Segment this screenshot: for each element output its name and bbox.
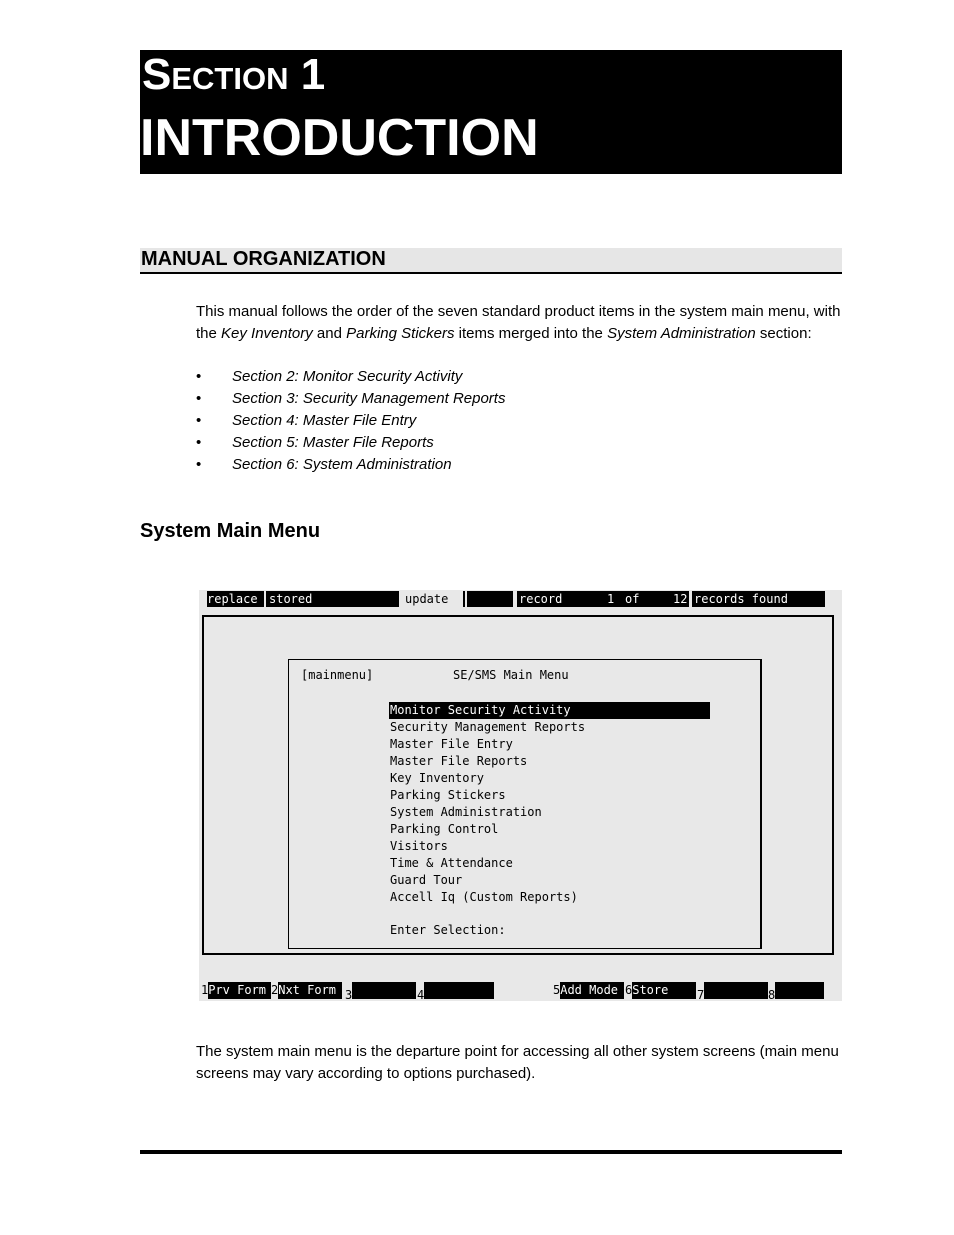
menu-item-system-administration[interactable]: System Administration <box>390 805 542 819</box>
fkey-num: 7 <box>697 988 705 1002</box>
status-total: 12 <box>673 592 688 606</box>
list-item-text: Section 3: Security Management Reports <box>232 390 506 407</box>
fkey-label: Add Mode <box>560 982 624 999</box>
function-key-4[interactable] <box>417 982 494 1002</box>
menu-item-parking-stickers[interactable]: Parking Stickers <box>390 788 506 802</box>
function-key-6[interactable] <box>625 982 696 999</box>
para-system-administration: System Administration <box>607 325 756 342</box>
section-list <box>196 366 505 476</box>
terminal-screenshot <box>199 590 842 1001</box>
status-divider <box>264 591 266 607</box>
fkey-num: 3 <box>345 988 353 1002</box>
para-text: and <box>312 325 347 342</box>
fkey-num: 5 <box>553 983 561 997</box>
bullet: • <box>196 368 202 385</box>
intro-paragraph <box>196 301 846 345</box>
status-divider <box>465 591 467 607</box>
section-title: INTRODUCTION <box>140 109 539 167</box>
system-main-menu-heading: System Main Menu <box>140 520 321 542</box>
menu-item-master-file-entry[interactable]: Master File Entry <box>390 737 513 751</box>
status-divider <box>689 591 692 607</box>
fkey-label <box>775 982 824 999</box>
status-state: stored <box>269 592 313 606</box>
manual-organization-heading: MANUAL ORGANIZATION <box>141 248 386 270</box>
list-item-text: Section 6: System Administration <box>232 456 452 473</box>
fkey-label <box>424 982 494 999</box>
fkey-label <box>352 982 416 999</box>
fkey-label: Store <box>632 982 696 999</box>
menu-item-accell-iq[interactable]: Accell Iq (Custom Reports) <box>390 890 578 904</box>
menu-caption: The system main menu is the departure point for accessing all other system screens (main menu screens may vary according to options purchased). <box>196 1043 839 1082</box>
list-item-text: Section 5: Master File Reports <box>232 434 434 451</box>
form-title: SE/SMS Main Menu <box>453 668 569 682</box>
menu-item-key-inventory[interactable]: Key Inventory <box>390 771 484 785</box>
footer-rule <box>140 1150 842 1154</box>
menu-item-master-file-reports[interactable]: Master File Reports <box>390 754 528 768</box>
fkey-num: 2 <box>271 983 279 997</box>
list-item <box>196 388 505 410</box>
status-record-label: record <box>519 592 563 606</box>
status-divider <box>513 591 517 607</box>
fkey-label: Nxt Form <box>278 982 342 999</box>
status-mode: replace <box>207 592 258 606</box>
menu-item-parking-control[interactable]: Parking Control <box>390 822 499 836</box>
function-key-5[interactable] <box>553 982 624 999</box>
list-item <box>196 366 505 388</box>
main-menu-list <box>389 702 710 906</box>
status-found-label: records found <box>694 592 788 606</box>
section-number-label <box>142 50 325 100</box>
function-key-7[interactable] <box>697 982 768 1002</box>
manual-organization-heading-bar <box>140 248 842 274</box>
fkey-label: Prv Form <box>208 982 271 999</box>
function-key-2[interactable] <box>271 982 342 999</box>
bullet: • <box>196 390 202 407</box>
bullet: • <box>196 434 202 451</box>
function-key-3[interactable] <box>345 982 416 1002</box>
list-item <box>196 410 505 432</box>
status-bar <box>207 591 825 607</box>
menu-item-security-management-reports[interactable]: Security Management Reports <box>390 720 586 734</box>
bullet: • <box>196 456 202 473</box>
menu-item-monitor-security-activity[interactable]: Monitor Security Activity <box>389 702 710 719</box>
fkey-label <box>704 982 768 999</box>
menu-item-visitors[interactable]: Visitors <box>390 839 448 853</box>
fkey-num: 8 <box>768 988 776 1002</box>
form-label: [mainmenu] <box>301 668 374 682</box>
section-number: 1 <box>300 50 326 99</box>
fkey-num: 4 <box>417 988 425 1002</box>
main-menu-form <box>288 659 762 949</box>
bullet: • <box>196 412 202 429</box>
list-item <box>196 454 505 476</box>
function-key-bar <box>199 982 842 1002</box>
list-item <box>196 432 505 454</box>
para-text: items merged into the <box>454 325 608 342</box>
status-record-num: 1 <box>607 592 615 606</box>
status-action: update <box>405 591 463 607</box>
function-key-8[interactable] <box>768 982 824 1002</box>
function-key-1[interactable] <box>201 982 271 999</box>
selection-prompt[interactable]: Enter Selection: <box>390 923 506 937</box>
section-prefix: Section <box>142 50 289 99</box>
para-text: section: <box>755 325 812 342</box>
menu-item-guard-tour[interactable]: Guard Tour <box>390 873 463 887</box>
form-frame <box>202 615 834 955</box>
para-text: This manual follows the order of the seven standard product items in the system main menu, with the <box>196 303 841 342</box>
fkey-num: 1 <box>201 983 209 997</box>
section-banner <box>140 50 842 174</box>
fkey-num: 6 <box>625 983 633 997</box>
list-item-text: Section 4: Master File Entry <box>232 412 417 429</box>
menu-item-time-attendance[interactable]: Time & Attendance <box>390 856 513 870</box>
status-of-label: of <box>625 592 640 606</box>
list-item-text: Section 2: Monitor Security Activity <box>232 368 463 385</box>
para-key-inventory: Key Inventory <box>221 325 313 342</box>
para-parking-stickers: Parking Stickers <box>346 325 455 342</box>
